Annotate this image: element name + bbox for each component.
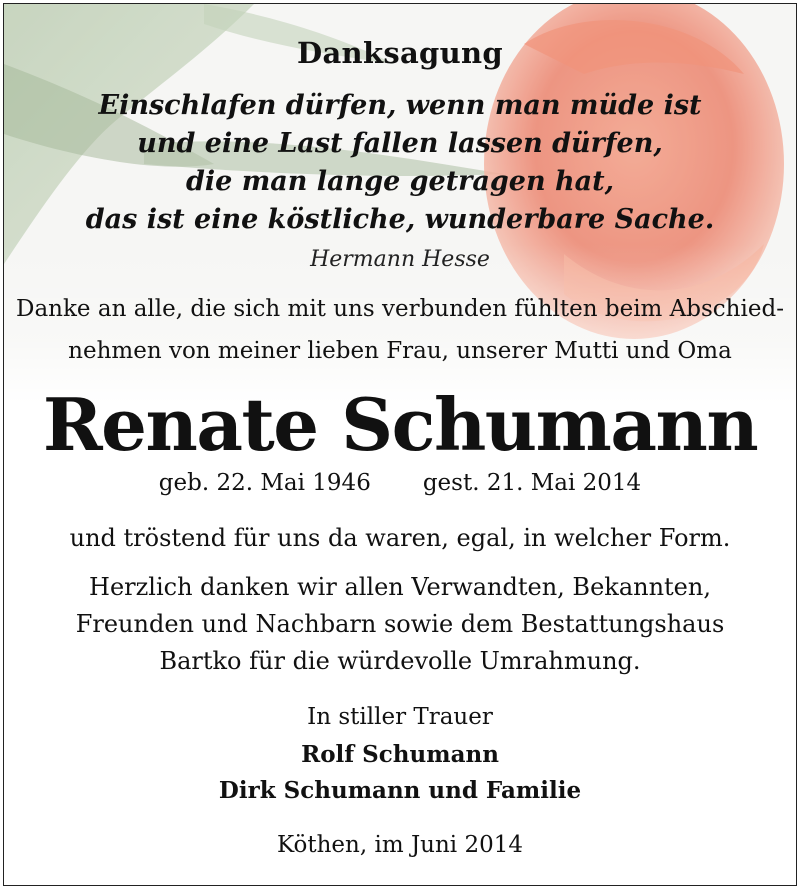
thanks-intro-line-2: nehmen von meiner lieben Frau, unserer Mutti und Oma [68, 338, 732, 364]
thanks-intro-line-1: Danke an alle, die sich mit uns verbunden fühlten beim Abschied- [16, 296, 784, 322]
obituary-card [3, 3, 797, 886]
thanks-body-line-1: Herzlich danken wir allen Verwandten, Bekannten, [89, 573, 711, 601]
thanks-continued: und tröstend für uns da waren, egal, in welcher Form. [69, 524, 731, 552]
mourning-phrase: In stiller Trauer [307, 704, 493, 730]
signatory-1: Rolf Schumann [301, 741, 499, 768]
place-date: Köthen, im Juni 2014 [276, 832, 524, 858]
life-dates [4, 470, 796, 496]
poem-line-4: das ist eine köstliche, wunderbare Sache. [85, 204, 715, 235]
poem-author: Hermann Hesse [310, 247, 490, 272]
birth-date: geb. 22. Mai 1946 [158, 470, 371, 496]
poem-line-2: und eine Last fallen lassen dürfen, [137, 128, 663, 159]
poem-line-1: Einschlafen dürfen, wenn man müde ist [98, 90, 702, 121]
death-date: gest. 21. Mai 2014 [422, 470, 642, 496]
signatory-2: Dirk Schumann und Familie [218, 777, 582, 804]
poem-line-3: die man lange getragen hat, [186, 166, 614, 197]
heading: Danksagung [297, 36, 503, 70]
thanks-body-line-3: Bartko für die würdevolle Umrahmung. [159, 647, 641, 675]
thanks-body-line-2: Freunden und Nachbarn sowie dem Bestattungshaus [75, 610, 725, 638]
obituary-text [4, 4, 796, 885]
deceased-name: Renate Schumann [42, 382, 758, 467]
